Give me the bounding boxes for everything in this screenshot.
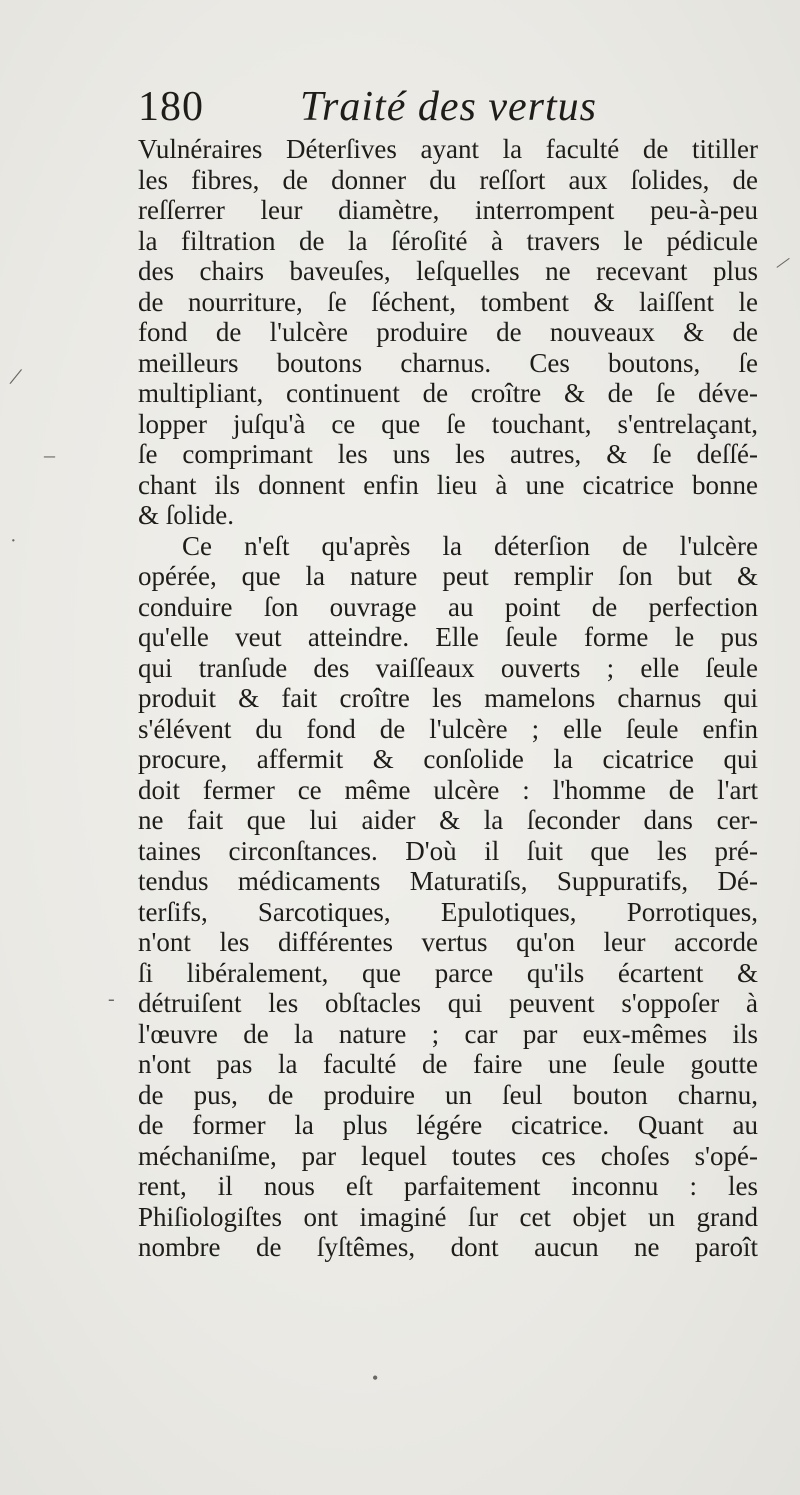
running-title: Traité des vertus (300, 84, 597, 130)
paragraph (138, 134, 758, 531)
text-line: produit & fait croître les mamelons charnus qui (138, 683, 758, 713)
body-text (138, 134, 758, 1263)
margin-mark: – (44, 442, 55, 467)
text-line: chant ils donnent enfin lieu à une cicatrice bonne (138, 469, 758, 500)
text-line: reſſerrer leur diamètre, interrompent peu-à-peu (138, 195, 758, 225)
text-line: la filtration de la ſéroſité à travers le pédicule (138, 225, 758, 256)
text-line: Phiſiologiſtes ont imaginé ſur cet objet un grand (138, 1201, 758, 1232)
text-line: Ce n'eſt qu'après la déterſion de l'ulcère (182, 530, 758, 561)
text-line: de nourriture, ſe ſéchent, tombent & laiſſent le (138, 286, 758, 317)
text-line: conduire ſon ouvrage au point de perfection (138, 591, 758, 622)
text-line: qui tranſude des vaiſſeaux ouverts ; elle ſeule (138, 652, 758, 683)
paragraph (138, 531, 758, 1263)
text-line: rent, il nous eſt parfaitement inconnu : les (138, 1171, 758, 1201)
text-line: fond de l'ulcère produire de nouveaux & de (138, 317, 758, 347)
margin-mark: · (10, 530, 17, 552)
text-line: opérée, que la nature peut remplir ſon but & (138, 561, 758, 591)
text-line: terſifs, Sarcotiques, Epulotiques, Porrotiques, (138, 896, 758, 927)
text-line: multipliant, continuent de croître & de ſe déve- (138, 378, 758, 408)
text-line: l'œuvre de la nature ; car par eux-mêmes ils (138, 1018, 758, 1049)
text-line: nombre de ſyſtêmes, dont aucun ne paroît (138, 1232, 758, 1262)
text-line: de pus, de produire un ſeul bouton charnu, (138, 1079, 758, 1110)
text-line: ſe comprimant les uns les autres, & ſe deſſé- (138, 439, 758, 469)
text-line: lopper juſqu'à ce que ſe touchant, s'entrelaçant, (138, 408, 758, 439)
text-line: s'élévent du fond de l'ulcère ; elle ſeule enfin (138, 713, 758, 744)
margin-mark: - (108, 988, 115, 1010)
text-line: procure, affermit & conſolide la cicatrice qui (138, 744, 758, 774)
text-line: ſi libéralement, que parce qu'ils écartent & (138, 957, 758, 988)
text-line: les fibres, de donner du reſſort aux ſolides, de (138, 164, 758, 195)
text-line: ne fait que lui aider & la ſeconder dans cer- (138, 805, 758, 835)
page-number: 180 (138, 84, 204, 130)
text-line: détruiſent les obſtacles qui peuvent s'oppoſer à (138, 988, 758, 1018)
ink-dot: • (372, 1368, 379, 1388)
text-line: n'ont pas la faculté de faire une ſeule goutte (138, 1049, 758, 1079)
text-line: qu'elle veut atteindre. Elle ſeule forme le pus (138, 622, 758, 652)
text-line: n'ont les différentes vertus qu'on leur accorde (138, 927, 758, 957)
page-header (138, 82, 758, 132)
margin-mark: / (773, 250, 794, 275)
text-line: méchaniſme, par lequel toutes ces choſes s'opé- (138, 1140, 758, 1171)
text-line: doit fermer ce même ulcère : l'homme de l'art (138, 774, 758, 805)
text-line: des chairs baveuſes, leſquelles ne recevant plus (138, 256, 758, 286)
text-line: & ſolide. (138, 500, 234, 530)
text-line: taines circonſtances. D'où il ſuit que les pré- (138, 835, 758, 866)
text-line: de former la plus légére cicatrice. Quant au (138, 1110, 758, 1140)
text-line: Vulnéraires Déterſives ayant la faculté de titiller (138, 134, 758, 164)
text-line: meilleurs boutons charnus. Ces boutons, ſe (138, 347, 758, 378)
text-line: tendus médicaments Maturatiſs, Suppuratifs, Dé- (138, 866, 758, 896)
margin-mark: / (7, 361, 25, 392)
